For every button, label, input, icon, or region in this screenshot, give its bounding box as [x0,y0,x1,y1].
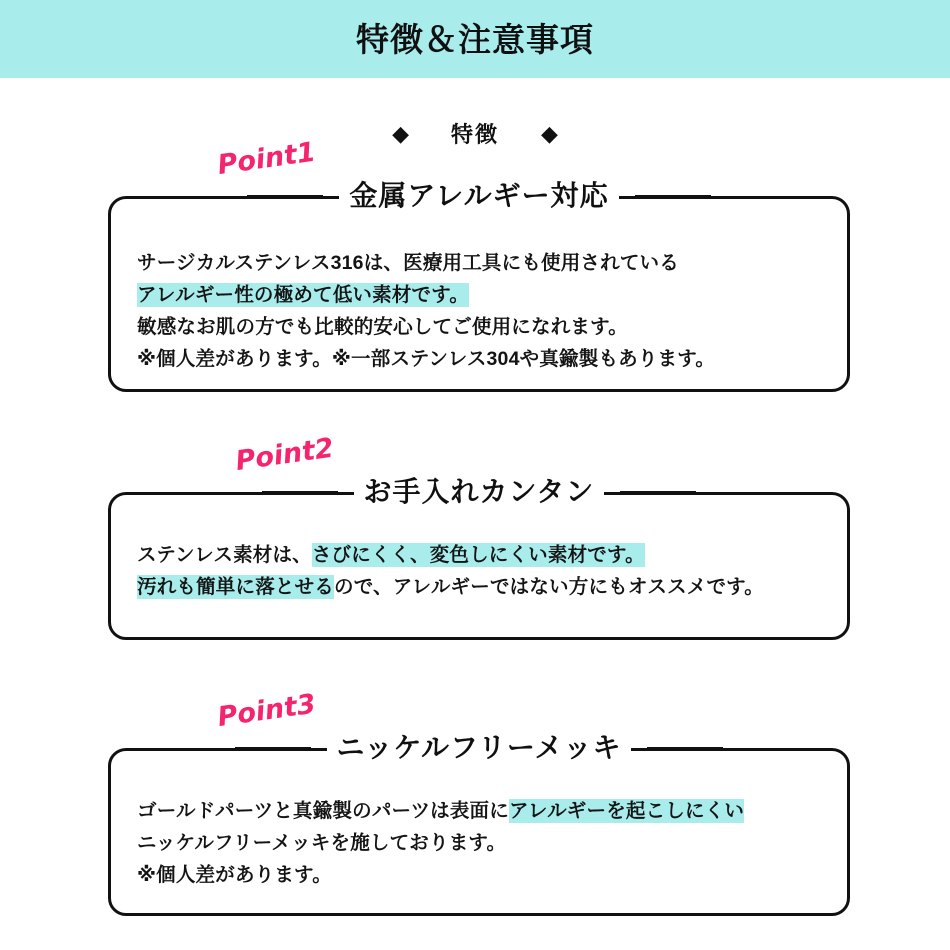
point-body-line [137,343,827,375]
point-body-line [137,247,827,279]
point-title: お手入れカンタン [354,475,605,509]
point-body [137,247,827,375]
highlighted-text: アレルギーを起こしにくい [508,800,745,822]
body-text: 敏感なお肌の方でも比較的安心してご使用になれます。 [137,316,628,338]
point-body-line [137,279,827,311]
section-heading [0,118,950,149]
point-block [108,432,850,640]
body-text: ※個人差があります。※一部ステンレス304や真鍮製もあります。 [137,348,716,370]
point-badge: Point3 [215,688,318,733]
section-heading-label: 特徴 [450,122,499,147]
diamond-right-icon: ◆ [541,120,558,146]
body-text: ※個人差があります。 [137,864,332,886]
point-body-line [137,571,827,603]
highlighted-text: さびにくく、変色しにくい素材です。 [311,544,645,566]
point-body-line [137,827,827,859]
point-badge: Point2 [233,432,336,477]
point-badge: Point1 [215,136,318,181]
point-title: ニッケルフリーメッキ [327,731,632,765]
body-text: ステンレス素材は、 [137,544,312,566]
diamond-left-icon: ◆ [392,120,409,146]
point-title: 金属アレルギー対応 [339,179,618,213]
point-block [108,136,850,392]
point-block [108,688,850,916]
point-body [137,539,827,603]
point-body-line [137,539,827,571]
page-title: 特徴＆注意事項 [356,20,594,58]
point-card [108,748,850,916]
highlighted-text: アレルギー性の極めて低い素材です。 [137,284,470,306]
header-banner [0,0,950,78]
point-body-line [137,795,827,827]
point-card [108,196,850,392]
body-text: ので、アレルギーではない方にもオススメです。 [334,576,765,598]
point-card [108,492,850,640]
point-body-line [137,311,827,343]
point-body-line [137,859,827,891]
highlighted-text: 汚れも簡単に落とせる [137,576,335,598]
body-text: ゴールドパーツと真鍮製のパーツは表面に [137,800,509,822]
body-text: サージカルステンレス316は、医療用工具にも使用されている [137,252,679,274]
point-body [137,795,827,891]
body-text: ニッケルフリーメッキを施しております。 [137,832,507,854]
